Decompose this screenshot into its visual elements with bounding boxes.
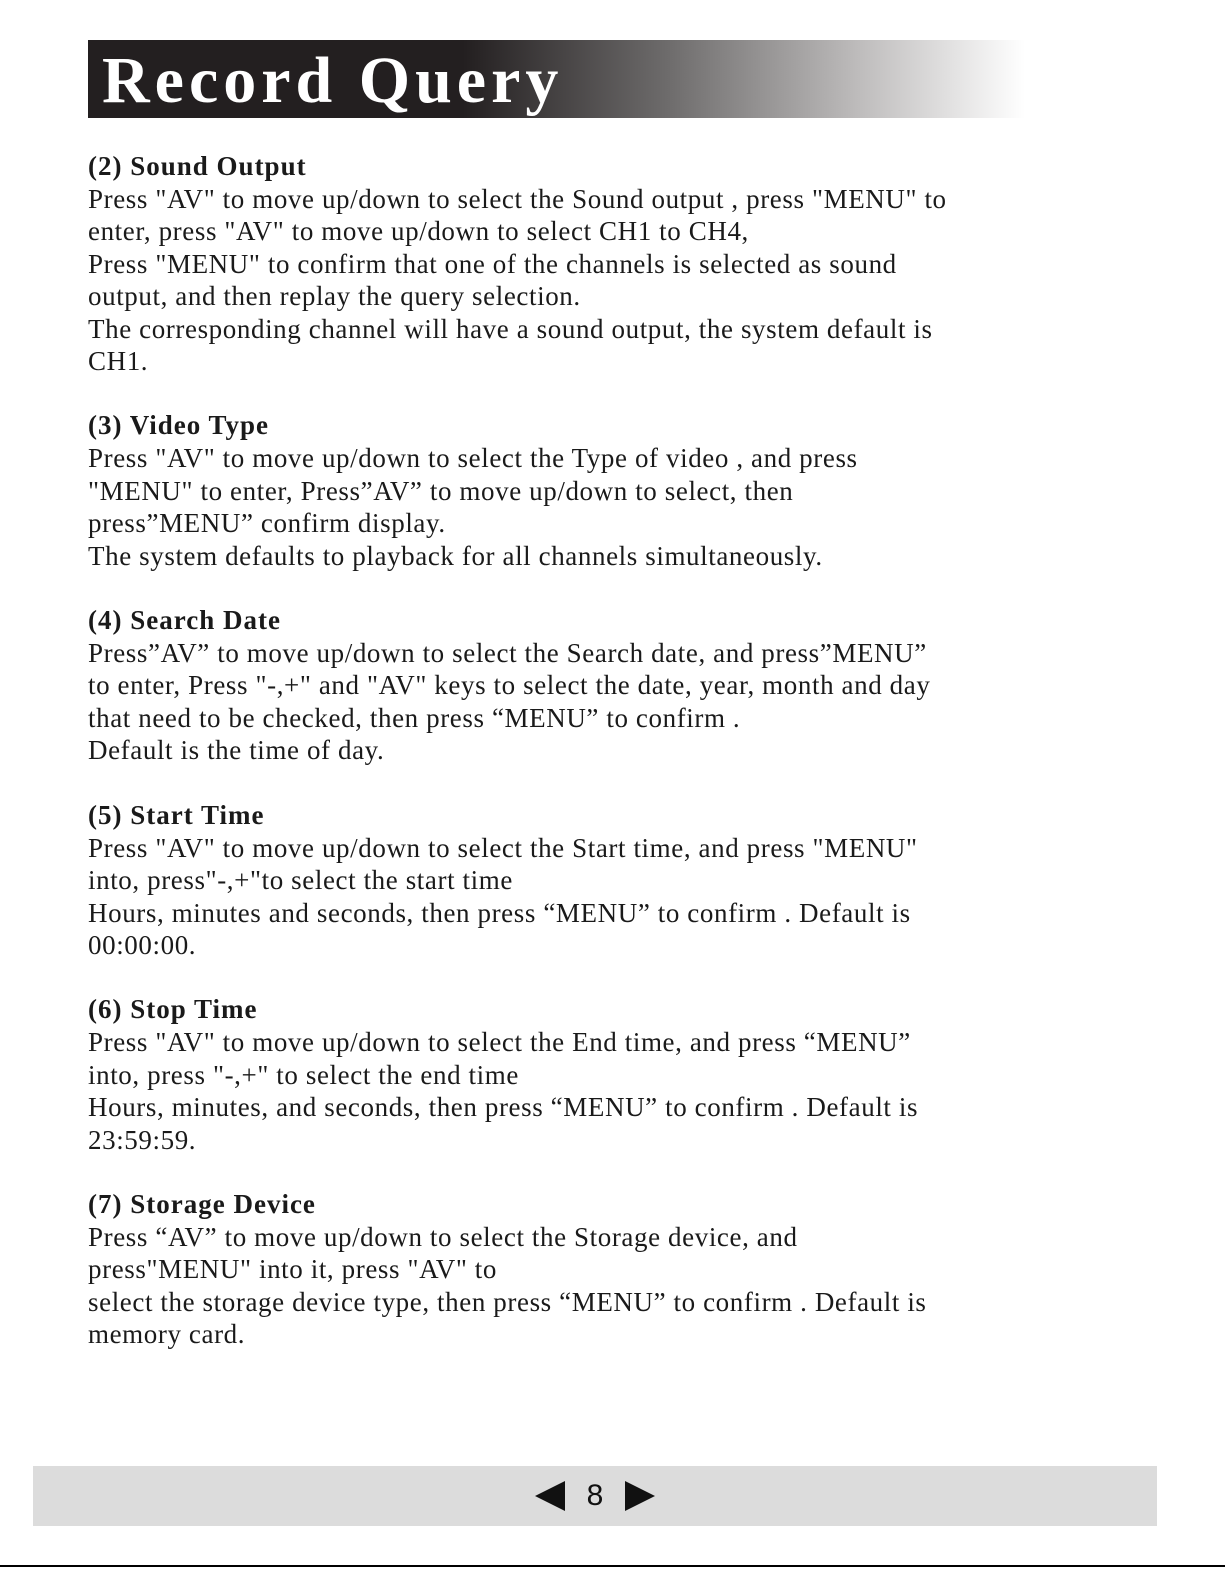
section-sound-output bbox=[88, 150, 1088, 377]
title-banner bbox=[88, 40, 1025, 118]
section-heading: (7) Storage Device bbox=[88, 1188, 316, 1219]
paragraph-line: "MENU" to enter, Press”AV” to move up/down to select, then bbox=[88, 475, 794, 506]
paragraph-line: The system defaults to playback for all channels simultaneously. bbox=[88, 540, 823, 571]
section-start-time bbox=[88, 799, 1088, 962]
section-stop-time bbox=[88, 993, 1088, 1156]
paragraph-line: enter, press "AV" to move up/down to select CH1 to CH4, bbox=[88, 216, 749, 247]
paragraph-line: Hours, minutes, and seconds, then press “MENU” to confirm . Default is bbox=[88, 1092, 919, 1123]
paragraph-line: to enter, Press "-,+" and "AV" keys to select the date, year, month and day bbox=[88, 670, 931, 701]
paragraph-line: press”MENU” confirm display. bbox=[88, 508, 446, 539]
page-title: Record Query bbox=[102, 44, 564, 117]
page-navigation bbox=[33, 1466, 1157, 1526]
paragraph-line: 00:00:00. bbox=[88, 929, 197, 960]
section-storage-device bbox=[88, 1188, 1088, 1351]
paragraph-line: output, and then replay the query selection. bbox=[88, 281, 581, 312]
section-heading: (2) Sound Output bbox=[88, 151, 307, 181]
paragraph-line: 23:59:59. bbox=[88, 1124, 197, 1155]
paragraph-line: Press "AV" to move up/down to select the Sound output , press "MENU" to bbox=[88, 184, 947, 214]
paragraph-line: CH1. bbox=[88, 346, 149, 377]
paragraph-line: that need to be checked, then press “MENU” to confirm . bbox=[88, 702, 741, 733]
paragraph-line: Press “AV” to move up/down to select the Storage device, and bbox=[88, 1221, 798, 1252]
paragraph-line: Press”AV” to move up/down to select the Search date, and press”MENU” bbox=[88, 638, 927, 669]
paragraph-line: select the storage device type, then press “MENU” to confirm . Default is bbox=[88, 1286, 927, 1317]
paragraph-line: into, press "-,+" to select the end time bbox=[88, 1059, 519, 1090]
paragraph-line: Press "AV" to move up/down to select the Type of video , and press bbox=[88, 443, 858, 474]
paragraph-line: Default is the time of day. bbox=[88, 735, 385, 766]
paragraph-line: memory card. bbox=[88, 1319, 246, 1350]
section-heading: (6) Stop Time bbox=[88, 994, 258, 1025]
paragraph-line: Press "AV" to move up/down to select the Start time, and press "MENU" bbox=[88, 832, 918, 863]
bottom-divider bbox=[0, 1565, 1225, 1567]
paragraph-line: Press "AV" to move up/down to select the End time, and press “MENU” bbox=[88, 1027, 911, 1058]
paragraph-line: into, press"-,+"to select the start time bbox=[88, 865, 513, 896]
paragraph-line: The corresponding channel will have a sound output, the system default is bbox=[88, 313, 933, 344]
page-number: 8 bbox=[586, 1479, 604, 1512]
next-page-icon[interactable] bbox=[625, 1481, 655, 1511]
section-heading: (4) Search Date bbox=[88, 605, 281, 636]
page-footer bbox=[33, 1466, 1157, 1526]
paragraph-line: Press "MENU" to confirm that one of the channels is selected as sound bbox=[88, 248, 897, 279]
section-heading: (3) Video Type bbox=[88, 410, 270, 441]
manual-content bbox=[88, 150, 1088, 1383]
previous-page-icon[interactable] bbox=[535, 1481, 565, 1511]
section-heading: (5) Start Time bbox=[88, 799, 265, 830]
section-search-date bbox=[88, 604, 1088, 767]
section-video-type bbox=[88, 409, 1088, 572]
paragraph-line: Hours, minutes and seconds, then press “MENU” to confirm . Default is bbox=[88, 897, 911, 928]
paragraph-line: press"MENU" into it, press "AV" to bbox=[88, 1254, 497, 1285]
